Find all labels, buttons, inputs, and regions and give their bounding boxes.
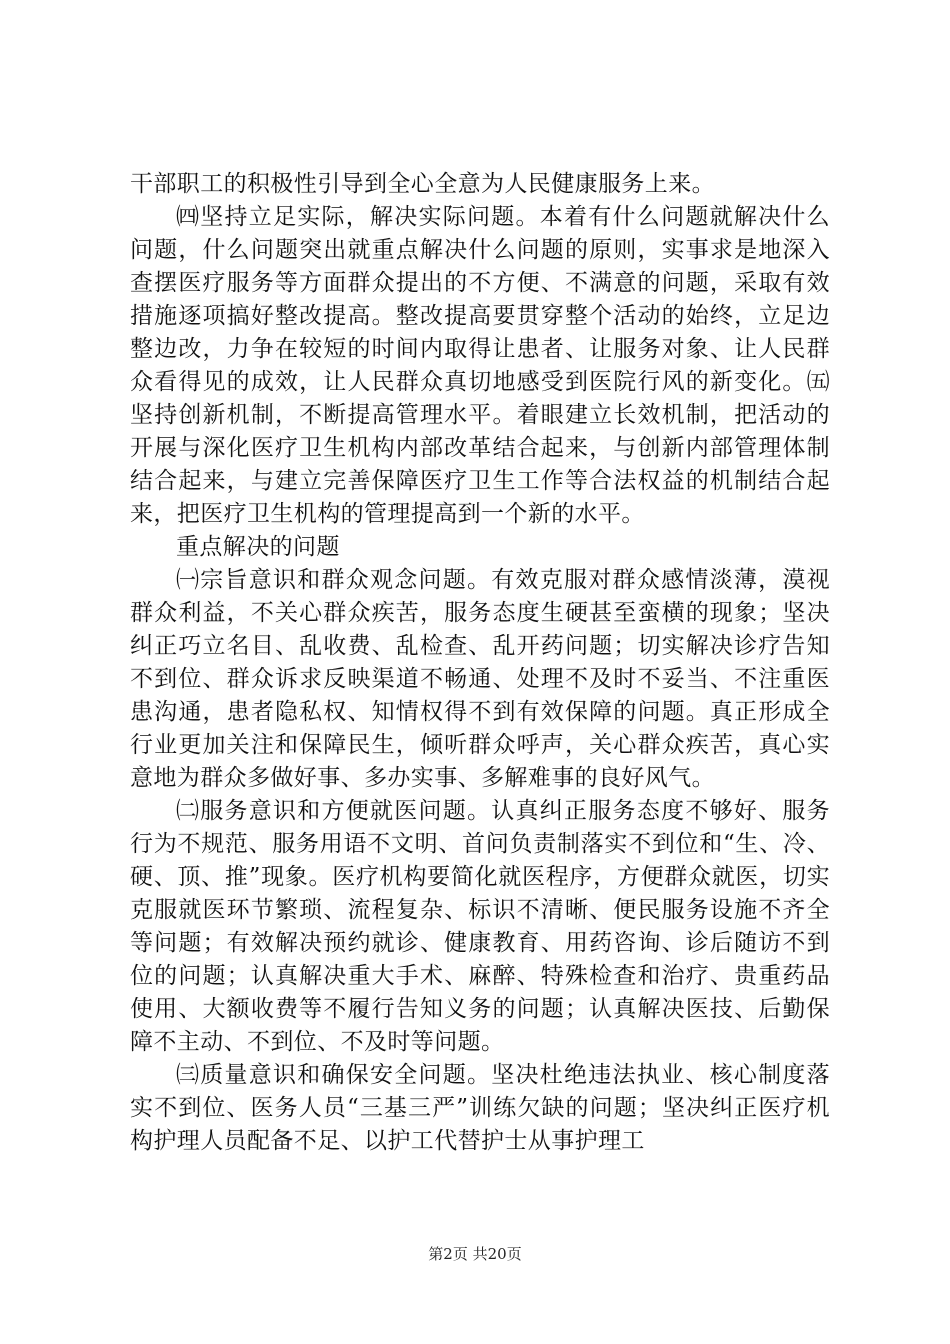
paragraph-purpose-awareness: ㈠宗旨意识和群众观念问题。有效克服对群众感情淡薄，漠视群众利益，不关心群众疾苦，服务态度生硬甚至蛮横的现象；坚决纠正巧立名目、乱收费、乱检查、乱开药问题；切实解决诊疗告知不到位、群众诉求反映渠道不畅通、处理不及时不妥当、不注重医患沟通，患者隐私权、知情权得不到有效保障的问题。真正形成全行业更加关注和保障民生，倾听群众呼声，关心群众疾苦，真心实意地为群众多做好事、多办实事、多解难事的良好风气。 xyxy=(130,567,830,791)
page-number-footer: 第2页 共20页 xyxy=(428,1245,522,1263)
paragraph-service-awareness: ㈡服务意识和方便就医问题。认真纠正服务态度不够好、服务行为不规范、服务用语不文明、首问负责制落实不到位和“生、冷、硬、顶、推”现象。医疗机构要简化就医程序，方便群众就医，切实克服就医环节繁琐、流程复杂、标识不清晰、便民服务设施不齐全等问题；有效解决预约就诊、健康教育、用药咨询、诊后随访不到位的问题；认真解决重大手术、麻醉、特殊检查和治疗、贵重药品使用、大额收费等不履行告知义务的问题；认真解决医技、后勤保障不主动、不到位、不及时等问题。 xyxy=(130,798,830,1055)
paragraph-continuation: 干部职工的积极性引导到全心全意为人民健康服务上来。 xyxy=(130,171,715,197)
paragraph-practical-issues: ㈣坚持立足实际，解决实际问题。本着有什么问题就解决什么问题，什么问题突出就重点解决什么问题的原则，实事求是地深入查摆医疗服务等方面群众提出的不方便、不满意的问题，采取有效措施逐项搞好整改提高。整改提高要贯穿整个活动的始终，立足边整边改，力争在较短的时间内取得让患者、让服务对象、让人民群众看得见的成效，让人民群众真切地感受到医院行风的新变化。㈤坚持创新机制，不断提高管理水平。着眼建立长效机制，把活动的开展与深化医疗卫生机构内部改革结合起来，与创新内部管理体制结合起来，与建立完善保障医疗卫生工作等合法权益的机制结合起来，把医疗卫生机构的管理提高到一个新的水平。 xyxy=(130,204,830,527)
document-body xyxy=(130,168,830,1158)
paragraph-quality-awareness: ㈢质量意识和确保安全问题。坚决杜绝违法执业、核心制度落实不到位、医务人员“三基三严”训练欠缺的问题；坚决纠正医疗机构护理人员配备不足、以护工代替护士从事护理工 xyxy=(130,1062,830,1154)
section-heading: 重点解决的问题 xyxy=(176,534,340,560)
